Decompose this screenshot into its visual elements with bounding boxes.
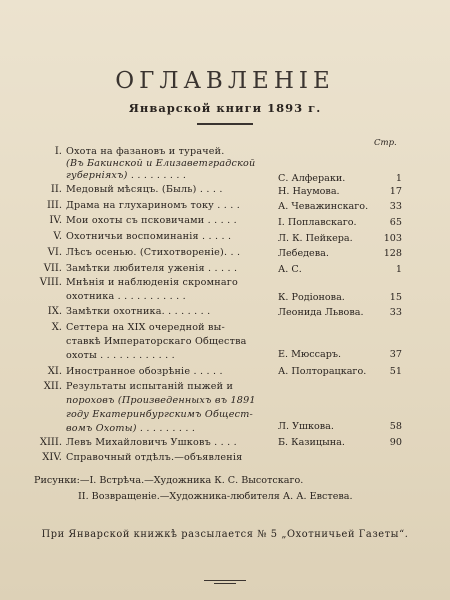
entry-title: Мнѣнія и наблюденія скромнаго [66, 277, 238, 288]
entry-page: 33 [389, 201, 402, 212]
entry-title: Справочный отдѣлъ.—объявленія [66, 452, 243, 463]
entry-page: 58 [389, 421, 402, 432]
entry-page: 1 [395, 173, 402, 184]
footer-note: При Январской книжкѣ разсылается № 5 „Охотничьей Газеты“. [41, 529, 409, 540]
entry-author: І. Поплавскаго. [278, 217, 357, 228]
entry-title: Замѣтки охотника. . . . . . . . [66, 306, 211, 317]
page-subtitle: Январской книги 1893 г. [128, 101, 322, 115]
entry-title: Замѣтки любителя уженія . . . . . [66, 263, 238, 274]
entry-number: X. [51, 322, 62, 333]
entry-title: Лѣсъ осенью. (Стихотвореніе). . . [66, 247, 241, 258]
entry-page: 15 [389, 292, 402, 303]
entry-number: IV. [49, 215, 62, 226]
entry-number: II. [50, 184, 62, 195]
entry-number: XI. [47, 366, 62, 377]
entry-title: Иностранное обозрѣніе . . . . . [66, 366, 223, 377]
entry-number: I. [54, 146, 62, 157]
page-column-header: Стр. [374, 138, 397, 148]
entry-number: V. [53, 231, 62, 242]
drawings-line-1: Рисунки:—I. Встрѣча.—Художника К. С. Высотскаго. [34, 475, 304, 486]
entry-author: Лебедева. [278, 248, 329, 259]
entry-title: охотника . . . . . . . . . . . [66, 291, 186, 302]
entry-author: К. Родіонова. [278, 292, 345, 303]
entry-page: 33 [389, 307, 402, 318]
entry-title: вомъ Охоты) . . . . . . . . . [66, 423, 196, 434]
drawings-line-2: II. Возвращеніе.—Художника-любителя А. А. Евстева. [78, 491, 353, 502]
entry-number: IX. [47, 306, 62, 317]
entry-page: 1 [395, 264, 402, 275]
entry-page: 37 [389, 349, 402, 360]
entry-author: Л. К. Пейкера. [278, 233, 353, 244]
entry-title: Драма на глухариномъ току . . . . [66, 200, 240, 211]
entry-number: III. [46, 200, 62, 211]
entry-page: 51 [389, 366, 402, 377]
entry-author: Б. Казицына. [278, 437, 345, 448]
bottom-divider [204, 580, 246, 581]
entry-title: Охотничьи воспоминанія . . . . . [66, 231, 232, 242]
entry-title: (Въ Бакинской и Елизаветградской [66, 158, 256, 169]
entry-author: С. Алферaки. [278, 173, 346, 184]
entry-title: Левъ Михайловичъ Ушковъ . . . . [66, 437, 237, 448]
entry-author: А. Чеважинскаго. [278, 201, 369, 212]
entry-author: Леонида Львова. [278, 307, 364, 318]
entry-page: 90 [389, 437, 402, 448]
entry-author: Л. Ушкова. [278, 421, 334, 432]
entry-number: VI. [47, 247, 62, 258]
entry-number: XIV. [42, 452, 62, 463]
entry-page: 128 [383, 248, 402, 259]
entry-title: Мои охоты съ псковичами . . . . . [66, 215, 237, 226]
entry-title: Медовый мѣсяцъ. (Быль) . . . . [66, 184, 223, 195]
entry-title: Охота на фазановъ и турачей. [66, 146, 225, 157]
entry-title: охоты . . . . . . . . . . . . [66, 350, 175, 361]
entry-author: Е. Мюссаръ. [278, 349, 342, 360]
entry-author: А. С. [278, 264, 302, 275]
entry-title: году Екатеринбургскимъ Общест- [66, 409, 253, 420]
entry-number: VIII. [39, 277, 62, 288]
entry-author: А. Полторацкаго. [278, 366, 367, 377]
entry-title: пороховъ (Произведенныхъ въ 1891 [66, 395, 256, 406]
entry-number: XII. [43, 381, 62, 392]
entry-number: VII. [43, 263, 62, 274]
entry-number: XIII. [39, 437, 62, 448]
page-title: ОГЛАВЛЕНІЕ [115, 68, 335, 94]
entry-title: губерніяхъ) . . . . . . . . . [66, 170, 187, 181]
entry-title: Результаты испытаній пыжей и [66, 381, 234, 392]
entry-title: ставкѣ Императорскаго Общества [66, 336, 247, 347]
entry-page: 65 [389, 217, 402, 228]
bottom-divider-short [214, 583, 236, 584]
entry-author: Н. Наумова. [278, 186, 340, 197]
entry-title: Сеттера на XIX очередной вы- [66, 322, 225, 333]
entry-page: 103 [383, 233, 402, 244]
entry-page: 17 [389, 186, 402, 197]
